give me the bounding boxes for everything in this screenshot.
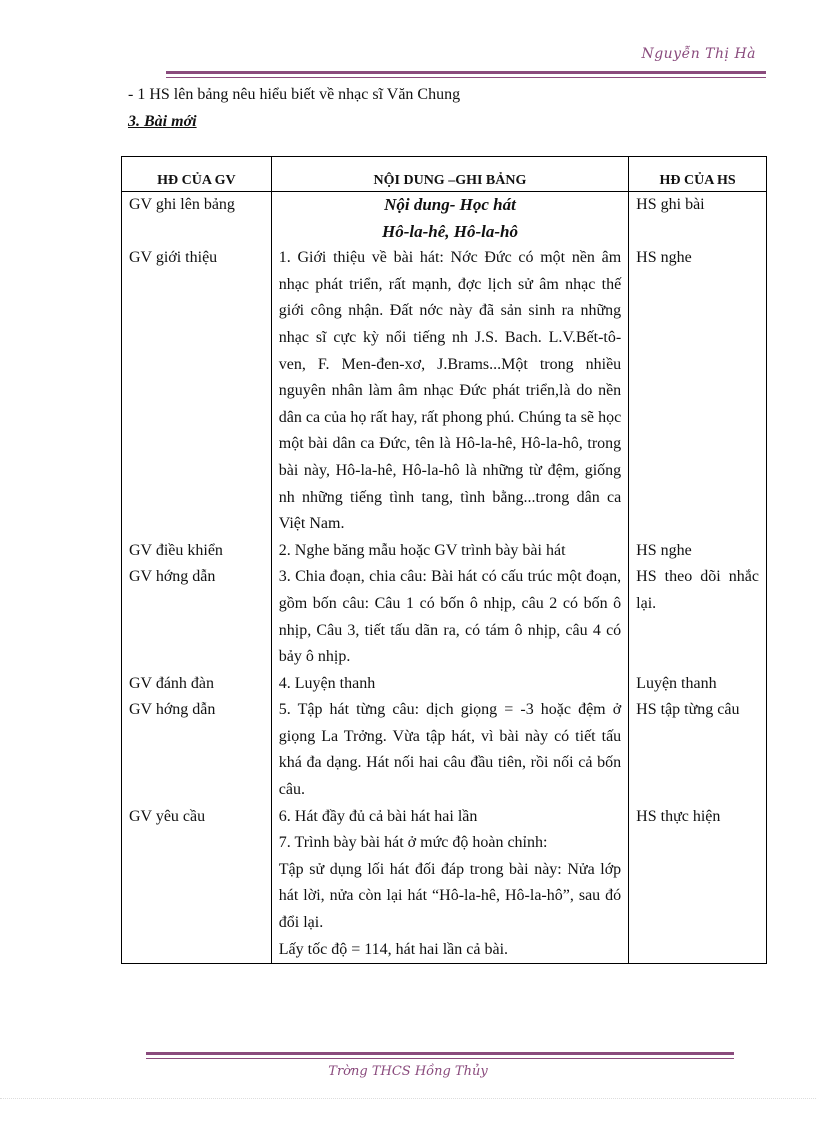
table-row: [122, 697, 767, 803]
content-cell: [271, 192, 628, 246]
content-line: 7. Trình bày bài hát ở mức độ hoàn chỉnh:: [278, 834, 548, 852]
hs-cell: HS nghe: [629, 245, 767, 538]
hs-cell: HS thực hiện: [629, 804, 767, 964]
content-line: Tập sử dụng lối hát đối đáp trong bài này: Nửa lớp hát lời, nửa còn lại hát “Hô-la-hê, Hô-la-hô”, sau đó đổi lại.: [278, 860, 622, 932]
content-cell: 2. Nghe băng mẫu hoặc GV trình bày bài hát: [271, 538, 628, 565]
table-row: [122, 538, 767, 565]
hs-cell: HS ghi bài: [629, 192, 767, 246]
table-header-row: [122, 157, 767, 192]
table-row: [122, 564, 767, 670]
table-row: [122, 671, 767, 698]
content-cell: [271, 804, 628, 964]
header-gv: HĐ CỦA GV: [122, 157, 272, 192]
header-rule-thin: [166, 77, 766, 78]
section-title: 3. Bài mới: [128, 113, 197, 130]
intro-line: - 1 HS lên bảng nêu hiểu biết về nhạc sĩ Văn Chung: [128, 86, 461, 103]
table-row: [122, 804, 767, 964]
footer-rule: [146, 1052, 734, 1055]
footer-school: Trờng THCS Hồng Thủy: [328, 1064, 488, 1079]
footer-rule-thin: [146, 1058, 734, 1059]
content-cell: 1. Giới thiệu về bài hát: Nớc Đức có một nền âm nhạc phát triển, rất mạnh, đợc lịch sử âm nhạc thế giới công nhận. Đất nớc này đã sản sinh ra những nhạc sĩ cực kỳ nổi tiếng nh J.S. Bach. L.V.Bết-tô-ven, F. Men-đen-xơ, J.Brams...Một trong nhiều nguyên nhân làm âm nhạc Đức phát triển,là do nền dân ca của họ rất hay, rất phong phú. Chúng ta sẽ học một bài dân ca Đức, tên là Hô-la-hê, Hô-la-hô, trong bài này, Hô-la-hê, Hô-la-hô là những từ đệm, giống nh những tiếng tình tang, tình bằng...trong dân ca Việt Nam.: [271, 245, 628, 538]
header-rule: [166, 71, 766, 74]
hs-cell: Luyện thanh: [629, 671, 767, 698]
gv-cell: GV hớng dẫn: [122, 697, 272, 803]
hs-cell: HS tập từng câu: [629, 697, 767, 803]
gv-cell: GV hớng dẫn: [122, 564, 272, 670]
gv-cell: GV yêu cầu: [122, 804, 272, 964]
gv-cell: GV đánh đàn: [122, 671, 272, 698]
gv-cell: GV điều khiển: [122, 538, 272, 565]
table-row: [122, 192, 767, 246]
content-line: 6. Hát đầy đủ cả bài hát hai lần: [278, 807, 478, 825]
header-author: Nguyễn Thị Hà: [641, 46, 756, 62]
content-cell: 3. Chia đoạn, chia câu: Bài hát có cấu trúc một đoạn, gồm bốn câu: Câu 1 có bốn ô nhịp, câu 2 có bốn ô nhịp, Câu 3, tiết tấu dãn ra, có tám ô nhịp, câu 4 có bảy ô nhịp.: [271, 564, 628, 670]
content-line: Lấy tốc độ = 114, hát hai lần cả bài.: [278, 940, 509, 958]
content-subtitle: Hô-la-hê, Hô-la-hô: [381, 221, 518, 241]
content-cell: 5. Tập hát từng câu: dịch giọng = -3 hoặc đệm ở giọng La Trởng. Vừa tập hát, vì bài này có tiết tấu khá đa dạng. Hát nối hai câu đầu tiên, rồi nối cả bốn câu.: [271, 697, 628, 803]
gv-cell: GV giới thiệu: [122, 245, 272, 538]
hs-cell: HS nghe: [629, 538, 767, 565]
gv-cell: GV ghi lên bảng: [122, 192, 272, 246]
content-title: Nội dung- Học hát: [384, 195, 516, 214]
header-hs: HĐ CỦA HS: [629, 157, 767, 192]
table-row: [122, 245, 767, 538]
lesson-table: [121, 156, 767, 964]
header-content: NỘI DUNG –GHI BẢNG: [271, 157, 628, 192]
page-edge-divider: [0, 1098, 816, 1099]
content-cell: 4. Luyện thanh: [271, 671, 628, 698]
hs-cell: HS theo dõi nhắc lại.: [629, 564, 767, 670]
